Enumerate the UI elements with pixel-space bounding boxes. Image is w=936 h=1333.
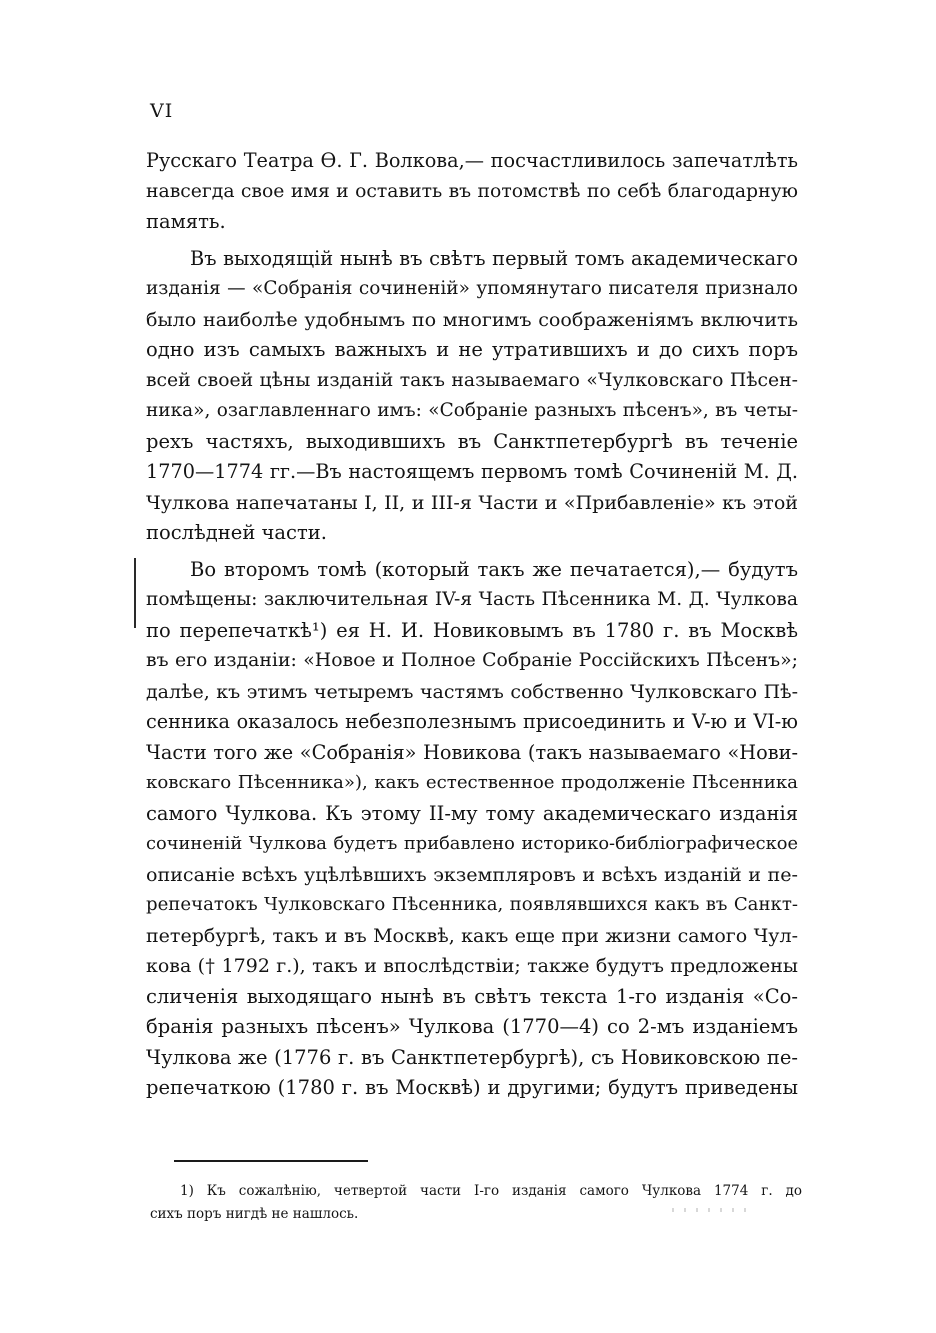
page-number: VI xyxy=(150,100,174,122)
footnote xyxy=(150,1180,802,1226)
scan-artifact xyxy=(672,1208,752,1212)
text-line: Части того же «Собранія» Новикова (такъ называемаго «Нови- xyxy=(146,740,798,764)
text-line: репечатокъ Чулковскаго Пѣсенника, появлявшихся какъ въ Санкт- xyxy=(146,894,798,915)
text-line: ника», озаглавленнаго имъ: «Собраніе разныхъ пѣсенъ», въ четы- xyxy=(146,400,798,421)
text-line: изданія — «Собранія сочиненій» упомянутаго писателя признало xyxy=(146,278,798,299)
text-line: бранія разныхъ пѣсенъ» Чулкова (1770—4) со 2-мъ изданіемъ xyxy=(146,1015,798,1038)
text-line: репечаткою (1780 г. въ Москвѣ) и другими; будутъ приведены xyxy=(146,1076,798,1099)
text-line: 1770—1774 гг.—Въ настоящемъ первомъ томѣ Сочиненій М. Д. xyxy=(146,460,798,483)
text-line: сенника оказалось небезполезнымъ присоединить и V-ю и VI-ю xyxy=(146,710,798,733)
text-line: послѣдней части. xyxy=(146,521,327,544)
text-line: рехъ частяхъ, выходившихъ въ Санктпетербургѣ въ теченіе xyxy=(146,429,798,453)
text-line: сличенія выходящаго нынѣ въ свѣтъ текста 1-го изданія «Со- xyxy=(146,984,798,1008)
text-line: далѣе, къ этимъ четыремъ частямъ собственно Чулковскаго Пѣ- xyxy=(146,680,798,703)
main-text xyxy=(146,146,798,1104)
footnote-line: сихъ поръ нигдѣ не нашлось. xyxy=(150,1206,359,1222)
text-line: самого Чулкова. Къ этому II-му тому академическаго изданія xyxy=(146,801,798,825)
text-line: описаніе всѣхъ уцѣлѣвшихъ экземпляровъ и всѣхъ изданій и пе- xyxy=(146,862,798,886)
text-line: Чулкова же (1776 г. въ Санктпетербургѣ), съ Новиковскою пе- xyxy=(146,1045,798,1069)
text-line: Въ выходящій нынѣ въ свѣтъ первый томъ академическаго xyxy=(190,246,798,270)
text-line: Во второмъ томѣ (который такъ же печатается),— будутъ xyxy=(190,557,798,581)
text-line: сочиненій Чулкова будетъ прибавлено историко-библіографическое xyxy=(146,833,798,854)
text-line: по перепечаткѣ¹) ея Н. И. Новиковымъ въ 1780 г. въ Москвѣ xyxy=(146,618,798,642)
text-line: ковскаго Пѣсенника»), какъ естественное продолженіе Пѣсенника xyxy=(146,772,798,793)
text-line: всей своей цѣны изданій такъ называемаго «Чулковскаго Пѣсен- xyxy=(146,369,798,391)
text-line: Русскаго Театра Ѳ. Г. Волкова,— посчастливилось запечатлѣть xyxy=(146,149,798,172)
text-line: было наиболѣе удобнымъ по многимъ соображеніямъ включить xyxy=(146,307,798,331)
text-line: одно изъ самыхъ важныхъ и не утратившихъ и до сихъ поръ xyxy=(146,338,798,361)
text-line: навсегда свое имя и оставить въ потомствѣ по себѣ благодарную xyxy=(146,180,798,202)
text-line: память. xyxy=(146,210,226,233)
text-line: помѣщены: заключительная IV-я Часть Пѣсенника М. Д. Чулкова xyxy=(146,589,798,610)
text-line: Чулкова напечатаны I, II, и III-я Части и «Прибавленіе» къ этой xyxy=(146,491,798,514)
footnote-line: 1) Къ сожалѣнію, четвертой части I-го изданія самого Чулкова 1774 г. до xyxy=(180,1183,802,1199)
text-line: кова († 1792 г.), такъ и впослѣдствіи; также будутъ предложены xyxy=(146,955,798,977)
text-line: въ его изданіи: «Новое и Полное Собраніе Россійскихъ Пѣсенъ»; xyxy=(146,650,798,671)
text-line: петербургѣ, такъ и въ Москвѣ, какъ еще при жизни самого Чул- xyxy=(146,924,798,947)
footnote-divider xyxy=(174,1160,368,1162)
margin-mark xyxy=(134,558,136,628)
